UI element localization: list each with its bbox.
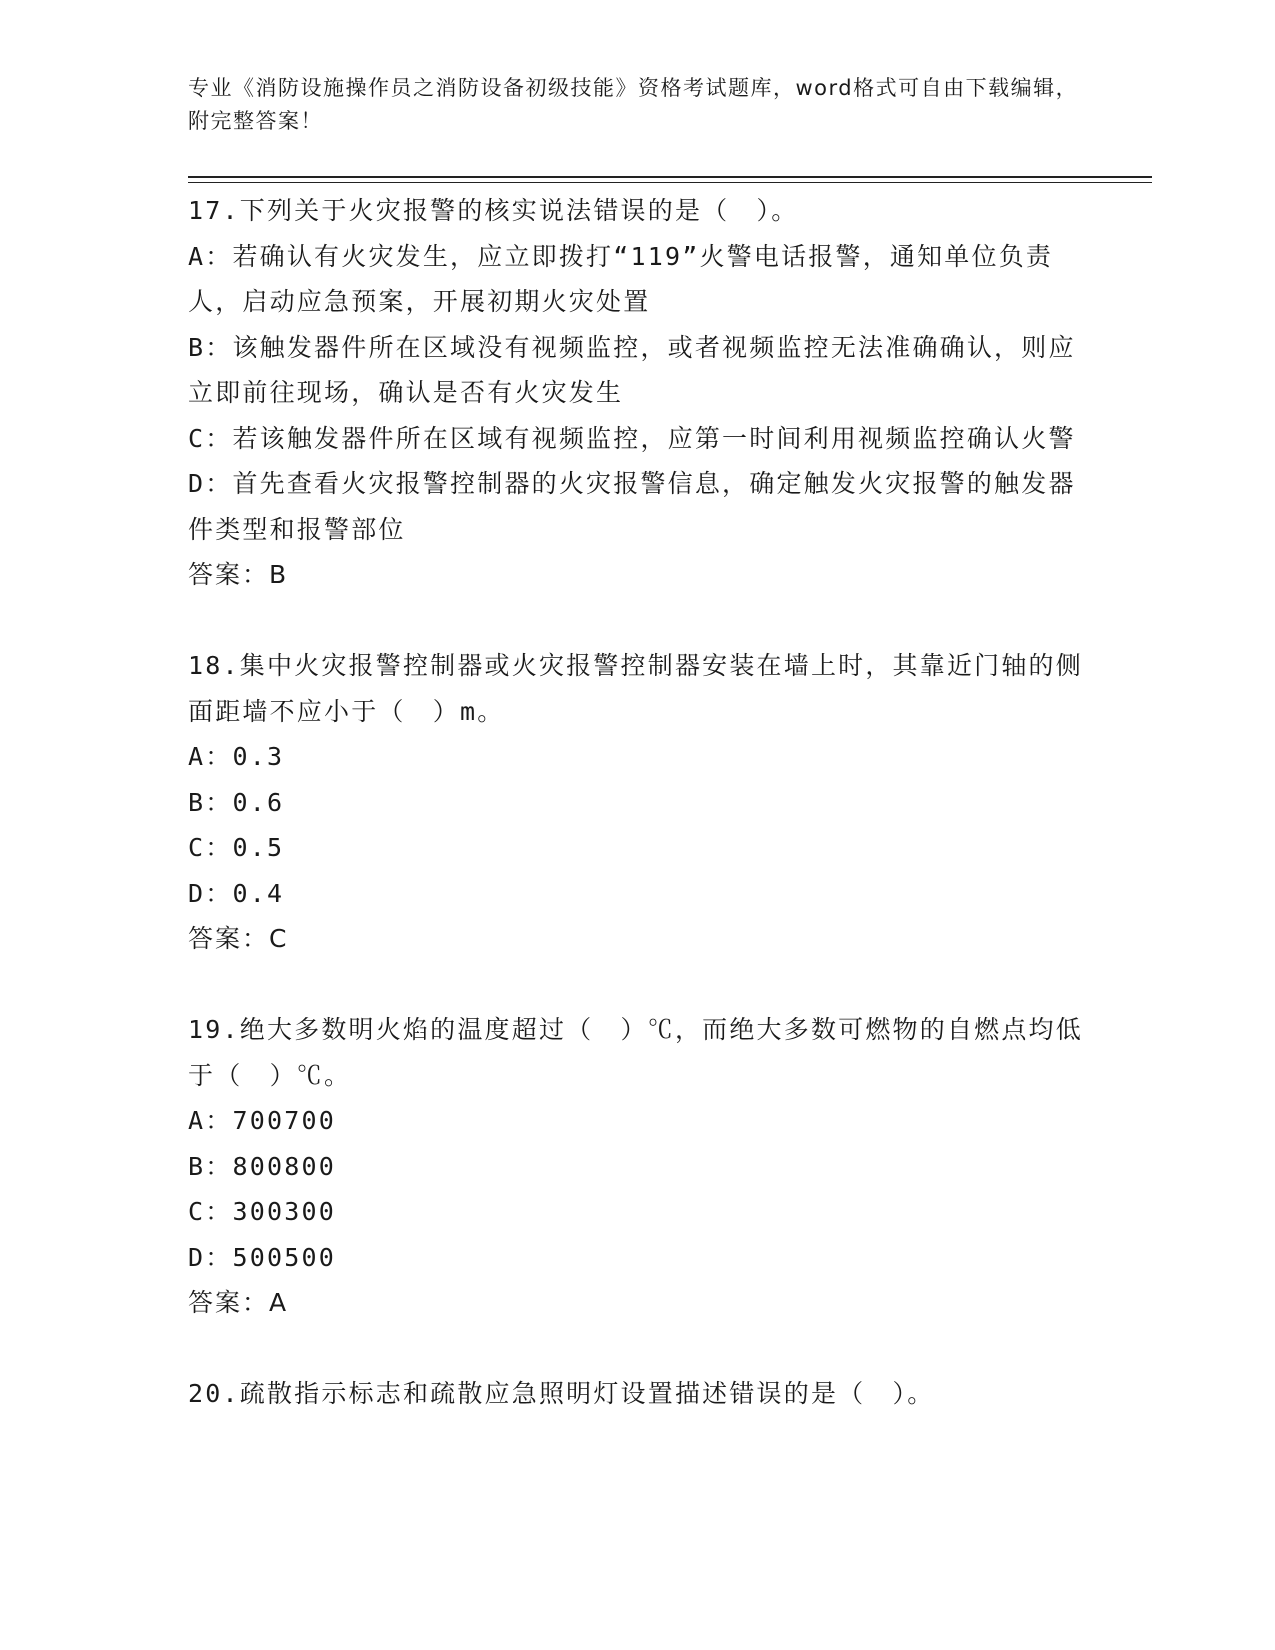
- option-d: D：500500: [188, 1242, 336, 1272]
- answer: 答案：C: [188, 924, 289, 953]
- option-c: C：0.5: [188, 833, 285, 862]
- answer: 答案：A: [188, 1288, 289, 1317]
- option-a: A：0.3: [188, 742, 285, 771]
- question-stem: 18.集中火灾报警控制器或火灾报警控制器安装在墙上时，其靠近门轴的侧面距墙不应小于（ ）m。: [188, 651, 1083, 726]
- question-stem: 17.下列关于火灾报警的核实说法错误的是（ ）。: [188, 196, 799, 225]
- question-20: [188, 1371, 1083, 1417]
- header-text: 专业《消防设施操作员之消防设备初级技能》资格考试题库，word格式可自由下载编辑，附完整答案！: [188, 76, 1079, 133]
- option-c: C：300300: [188, 1197, 336, 1226]
- document-header: [188, 72, 1088, 138]
- option-c: C：若该触发器件所在区域有视频监控，应第一时间利用视频监控确认火警: [188, 423, 1076, 453]
- option-a: A：若确认有火灾发生，应立即拨打“119”火警电话报警，通知单位负责人，启动应急预案，开展初期火灾处置: [188, 241, 1054, 316]
- option-b: B：该触发器件所在区域没有视频监控，或者视频监控无法准确确认，则应立即前往现场，确认是否有火灾发生: [188, 332, 1076, 407]
- answer: 答案：B: [188, 560, 289, 589]
- question-stem: 19.绝大多数明火焰的温度超过（ ）℃，而绝大多数可燃物的自燃点均低于（ ）℃。: [188, 1015, 1083, 1090]
- option-b: B：0.6: [188, 787, 285, 817]
- option-b: B：800800: [188, 1151, 336, 1181]
- question-stem: 20.疏散指示标志和疏散应急照明灯设置描述错误的是（ ）。: [188, 1379, 935, 1408]
- option-a: A：700700: [188, 1106, 336, 1135]
- question-18: [188, 643, 1083, 962]
- question-list: [188, 188, 1083, 1462]
- question-17: [188, 188, 1083, 598]
- header-rule-thick: [188, 176, 1152, 178]
- option-d: D：首先查看火灾报警控制器的火灾报警信息，确定触发火灾报警的触发器件类型和报警部位: [188, 469, 1076, 544]
- header-rule-thin: [188, 182, 1152, 183]
- question-19: [188, 1007, 1083, 1326]
- option-d: D：0.4: [188, 878, 285, 908]
